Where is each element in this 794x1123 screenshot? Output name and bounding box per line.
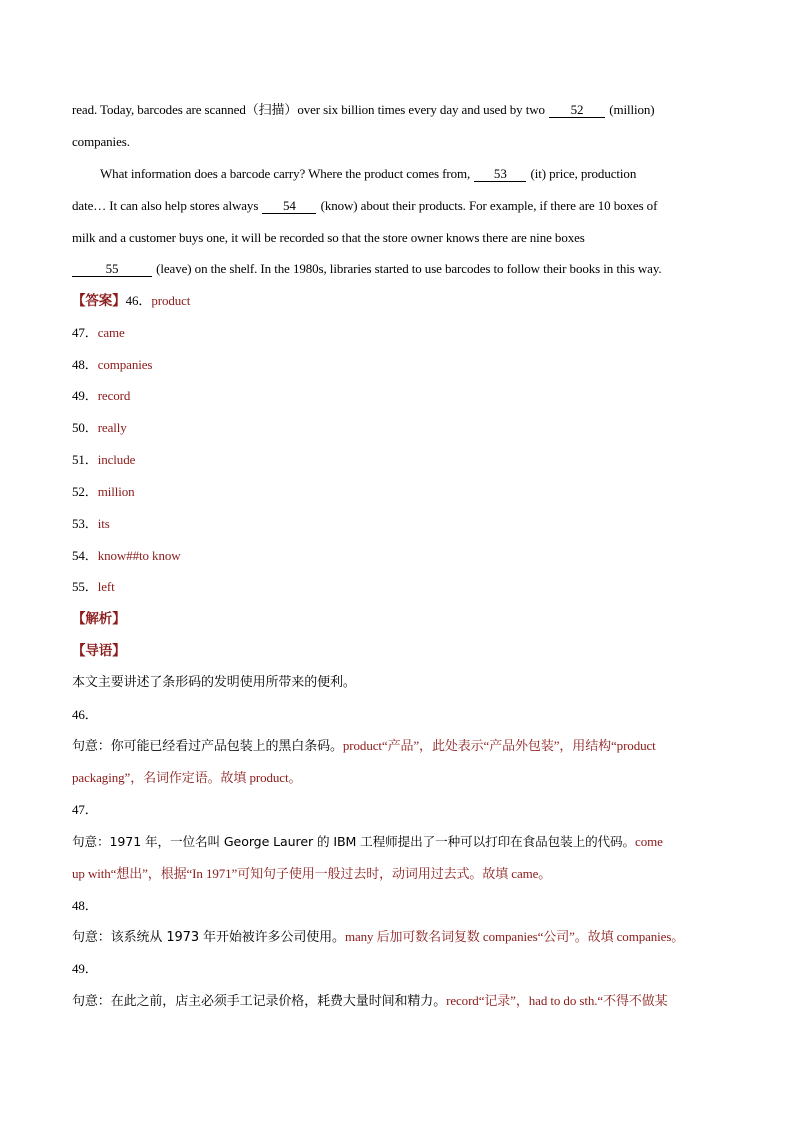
answer-line-52 (72, 482, 135, 502)
guide-heading (72, 641, 126, 661)
answer-text: record (97, 388, 131, 403)
answer-text: million (97, 484, 135, 499)
answer-text: include (97, 452, 136, 467)
answer-line-50 (72, 418, 127, 438)
passage-line (100, 164, 636, 184)
analysis-line-49 (72, 991, 668, 1012)
sentence-meaning: 句意：1971 年，一位名叫 George Laurer 的 IBM 工程师提出了一种可以打印在食品包装上的代码。 (72, 834, 636, 849)
blank-52: 52 (549, 102, 605, 118)
blank-54: 54 (262, 198, 316, 214)
passage-text: read. Today, barcodes are scanned（扫描）over six billion times every day and used by two (72, 102, 549, 117)
answer-number: 47． (72, 325, 98, 340)
explanation-text: up with“想出”，根据“In 1971”可知句子使用一般过去时，动词用过去式。故填 came。 (72, 866, 552, 881)
question-number-47: 47． (72, 802, 98, 817)
answer-text: product (151, 293, 191, 308)
passage-text: (million) (606, 102, 655, 117)
guide-text: 本文主要讲述了条形码的发明使用所带来的便利。 (72, 675, 356, 690)
question-number-46: 46． (72, 707, 98, 722)
blank-53: 53 (474, 166, 526, 182)
answer-number: 54． (72, 548, 98, 563)
passage-text: (know) about their products. For example, if there are 10 boxes of (317, 198, 658, 213)
passage-line (72, 228, 585, 248)
analysis-line-46 (72, 736, 656, 757)
answer-text: really (97, 420, 127, 435)
passage-text: (leave) on the shelf. In the 1980s, libraries started to use barcodes to follow their books in this way. (153, 261, 662, 276)
passage-line (72, 196, 657, 216)
answer-line-55 (72, 577, 115, 597)
explanation-text: record“记录”，had to do sth.“不得不做某 (446, 993, 668, 1008)
answer-number: 50． (72, 420, 98, 435)
guide-tag: 【导语】 (72, 643, 126, 659)
answer-text: know##to know (97, 548, 181, 563)
explanation-text: come (635, 834, 663, 849)
passage-text: date… It can also help stores always (72, 198, 262, 213)
passage-line (72, 132, 130, 152)
answer-line-51 (72, 450, 135, 470)
answer-line-48 (72, 355, 152, 375)
explanation-text: many 后加可数名词复数 companies“公司”。故填 companies。 (344, 929, 685, 944)
passage-text: companies. (72, 134, 130, 149)
question-number-49: 49． (72, 961, 98, 976)
explanation-text: packaging”，名词作定语。故填 product。 (72, 770, 302, 785)
answer-text: left (97, 579, 115, 594)
question-number-48: 48． (72, 898, 98, 913)
sentence-meaning: 句意：你可能已经看过产品包装上的黑白条码。 (72, 739, 343, 754)
analysis-tag: 【解析】 (72, 611, 126, 627)
answer-number: 53． (72, 516, 98, 531)
answer-line-46 (72, 291, 190, 311)
answer-line-49 (72, 386, 130, 406)
answer-number: 48． (72, 357, 98, 372)
answer-text: its (97, 516, 110, 531)
sentence-meaning: 句意：该系统从 1973 年开始被许多公司使用。 (72, 930, 345, 945)
passage-line (72, 100, 655, 120)
answer-number: 51． (72, 452, 98, 467)
answer-text: came (97, 325, 125, 340)
answer-line-53 (72, 514, 110, 534)
passage-text: milk and a customer buys one, it will be recorded so that the store owner knows there are nine boxes (72, 230, 585, 245)
sentence-meaning: 句意：在此之前，店主必须手工记录价格，耗费大量时间和精力。 (72, 994, 447, 1009)
analysis-line-47 (72, 832, 663, 852)
passage-line (72, 259, 662, 279)
answer-number: 49． (72, 388, 98, 403)
analysis-line-48 (72, 927, 684, 948)
blank-55: 55 (72, 261, 152, 277)
passage-text: (it) price, production (527, 166, 637, 181)
answer-line-54 (72, 546, 181, 566)
answer-tag: 【答案】 (72, 293, 126, 309)
answer-line-47 (72, 323, 125, 343)
answer-number: 46． (125, 293, 152, 308)
analysis-heading (72, 609, 126, 629)
answer-text: companies (97, 357, 153, 372)
passage-text: What information does a barcode carry? Where the product comes from, (100, 166, 474, 181)
answer-number: 55． (72, 579, 98, 594)
answer-number: 52． (72, 484, 98, 499)
explanation-text: product“产品”，此处表示“产品外包装”，用结构“product (342, 738, 656, 753)
